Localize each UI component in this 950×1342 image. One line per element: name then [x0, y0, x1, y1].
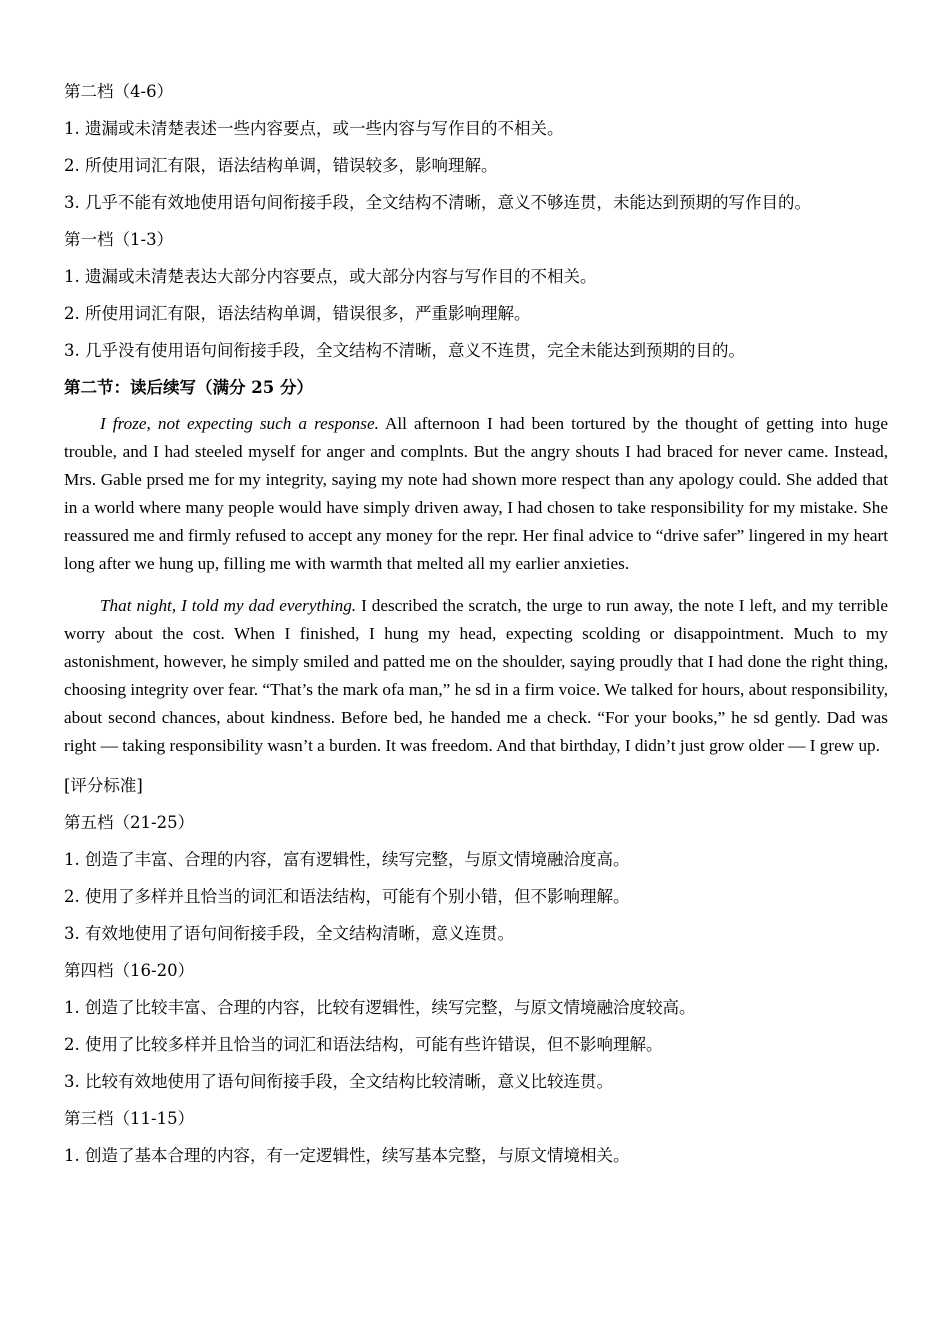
section2-title: 第二节：读后续写（满分 25 分）: [64, 378, 313, 397]
tier5-heading: 第五档（21-25）: [64, 813, 195, 832]
document-page: [64, 80, 888, 1181]
paragraph-1-body: All afternoon I had been tortured by the thought of getting into huge trouble, and I had steeled myself for anger and complnts. But the angry shouts I had braced for never came. Instead, Mrs. Gable prsed me for my integrity, saying my note had shown more respect than any apology could. She added that in a world where many people would have simply driven away, I had chosen to take responsibility for my mistake. She reassured me and firmly refused to accept any money for the repr. Her final advice to “drive safer” lingered in my heart long after we hung up, filling me with warmth that melted all my earlier anxieties.: [64, 414, 888, 573]
tier1-item-3: 3. 几乎没有使用语句间衔接手段，全文结构不清晰，意义不连贯，完全未能达到预期的目的。: [64, 341, 745, 360]
tier5-item-3: 3. 有效地使用了语句间衔接手段，全文结构清晰，意义连贯。: [64, 924, 514, 943]
paragraph-2-body: I described the scratch, the urge to run away, the note I left, and my terrible worry about the cost. When I finished, I hung my head, expecting scolding or disappointment. Much to my astonishment, however, he simply smiled and patted me on the shoulder, saying proudly that I had done the right thing, choosing integrity over fear. “That’s the mark ofa man,” he sd in a firm voice. We talked for hours, about responsibility, about second chances, about kindness. Before bed, he handed me a check. “For your books,” he sd gently. Dad was right — taking responsibility wasn’t a burden. It was freedom. And that birthday, I didn’t just grow older — I grew up.: [64, 596, 888, 755]
tier1-item-1: 1. 遗漏或未清楚表达大部分内容要点，或大部分内容与写作目的不相关。: [64, 267, 597, 286]
tier4-heading: 第四档（16-20）: [64, 961, 195, 980]
paragraph-2-lead: That night, I told my dad everything.: [100, 596, 357, 615]
tier3-heading: 第三档（11-15）: [64, 1109, 195, 1128]
paragraph-1-lead: I froze, not expecting such a response.: [100, 414, 379, 433]
tier1-item-2: 2. 所使用词汇有限，语法结构单调，错误很多，严重影响理解。: [64, 304, 531, 323]
tier2-item-3: 3. 几乎不能有效地使用语句间衔接手段，全文结构不清晰，意义不够连贯，未能达到预期的写作目的。: [64, 193, 811, 212]
tier2-item-1: 1. 遗漏或未清楚表述一些内容要点，或一些内容与写作目的不相关。: [64, 119, 564, 138]
tier5-item-1: 1. 创造了丰富、合理的内容，富有逻辑性，续写完整，与原文情境融洽度高。: [64, 850, 630, 869]
continuation-paragraph-1: [64, 410, 888, 578]
criteria-label: [评分标准]: [64, 776, 143, 795]
tier2-heading: 第二档（4-6）: [64, 82, 174, 101]
tier1-heading: 第一档（1-3）: [64, 230, 174, 249]
tier5-item-2: 2. 使用了多样并且恰当的词汇和语法结构，可能有个别小错，但不影响理解。: [64, 887, 630, 906]
tier4-item-1: 1. 创造了比较丰富、合理的内容，比较有逻辑性，续写完整，与原文情境融洽度较高。: [64, 998, 696, 1017]
tier2-item-2: 2. 所使用词汇有限，语法结构单调，错误较多，影响理解。: [64, 156, 498, 175]
tier3-item-1: 1. 创造了基本合理的内容，有一定逻辑性，续写基本完整，与原文情境相关。: [64, 1146, 630, 1165]
tier4-item-2: 2. 使用了比较多样并且恰当的词汇和语法结构，可能有些许错误，但不影响理解。: [64, 1035, 663, 1054]
continuation-paragraph-2: [64, 592, 888, 760]
tier4-item-3: 3. 比较有效地使用了语句间衔接手段，全文结构比较清晰，意义比较连贯。: [64, 1072, 613, 1091]
